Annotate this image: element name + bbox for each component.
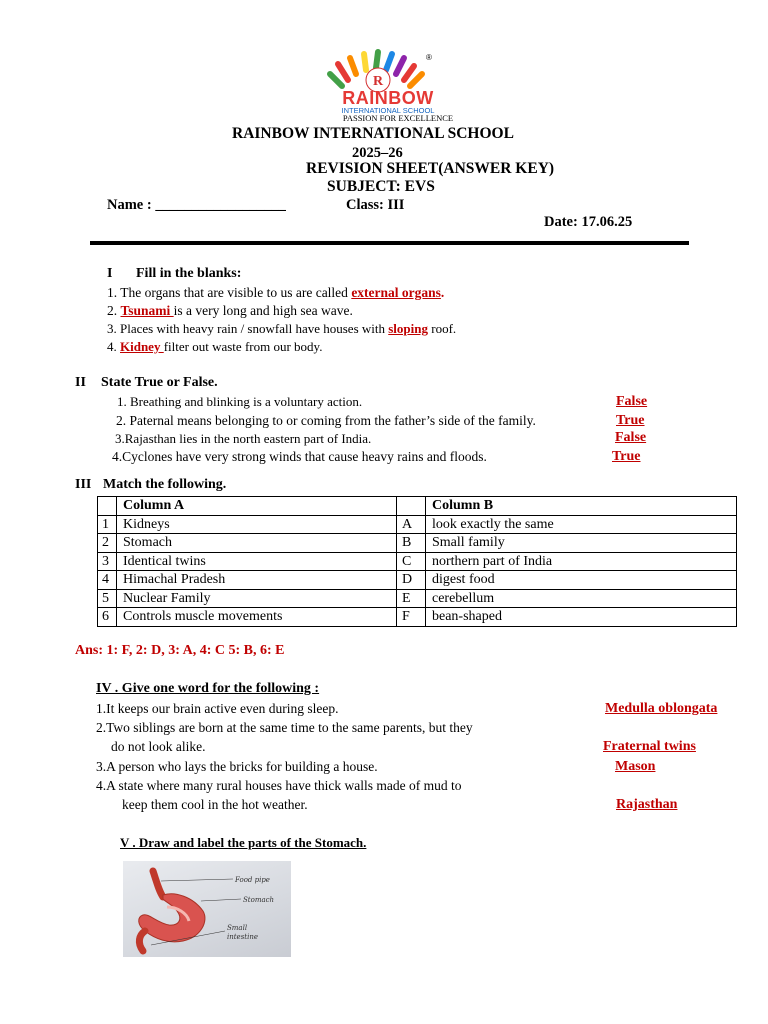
svg-text:R: R: [372, 74, 384, 89]
tf-q1-answer: False: [616, 394, 648, 409]
oneword-a1: Medulla oblongata: [605, 701, 718, 716]
fill-q2-number: 2.: [107, 303, 121, 318]
table-header-blank: [98, 497, 117, 516]
tf-q2: 2. Paternal means belonging to or coming from the father’s side of the family.: [116, 413, 536, 428]
table-header-blank: [397, 497, 426, 516]
svg-text:Food pipe: Food pipe: [235, 876, 270, 884]
oneword-q2-line1: 2.Two siblings are born at the same time to the same parents, but they: [96, 720, 473, 735]
column-a-cell: Stomach: [117, 534, 397, 553]
column-b-cell: digest food: [426, 571, 737, 590]
row-letter: F: [397, 608, 426, 627]
fill-q4-text: filter out waste from our body.: [163, 339, 323, 354]
svg-text:RAINBOW: RAINBOW: [342, 88, 434, 108]
oneword-a3: Mason: [615, 759, 656, 774]
school-logo: [318, 44, 458, 124]
stomach-diagram: [123, 861, 291, 957]
row-letter: A: [397, 515, 426, 534]
row-number: 2: [98, 534, 117, 553]
row-letter: B: [397, 534, 426, 553]
svg-text:Stomach: Stomach: [243, 896, 275, 904]
fill-q1-text: 1. The organs that are visible to us are called: [107, 285, 352, 300]
column-a-cell: Himachal Pradesh: [117, 571, 397, 590]
column-b-cell: look exactly the same: [426, 515, 737, 534]
subject: SUBJECT: EVS: [327, 178, 435, 195]
oneword-a4: Rajasthan: [616, 797, 678, 812]
fill-q3-rest: roof.: [428, 321, 457, 336]
svg-text:Small: Small: [227, 924, 248, 932]
column-a-cell: Nuclear Family: [117, 589, 397, 608]
oneword-q4-line2: keep them cool in the hot weather.: [122, 797, 308, 812]
row-letter: D: [397, 571, 426, 590]
column-b-cell: cerebellum: [426, 589, 737, 608]
section4-title: IV . Give one word for the following :: [96, 681, 320, 696]
rainbow-logo-icon: [318, 44, 458, 124]
svg-text:intestine: intestine: [227, 933, 258, 941]
table-row: [98, 571, 737, 590]
tf-q4-answer: True: [612, 449, 641, 464]
section2-number: II: [75, 375, 86, 390]
oneword-q2-line2: do not look alike.: [111, 739, 206, 754]
svg-text:®: ®: [426, 53, 432, 62]
class-label: Class: III: [346, 197, 405, 213]
academic-year: 2025–26: [352, 145, 403, 161]
row-number: 3: [98, 552, 117, 571]
fill-q4-number: 4.: [107, 339, 120, 354]
name-field: Name : __________________: [107, 197, 286, 213]
row-number: 1: [98, 515, 117, 534]
fill-q3-answer: sloping: [388, 321, 428, 336]
fill-q2: [107, 303, 353, 319]
section1-title: Fill in the blanks:: [136, 266, 242, 281]
table-row: [98, 608, 737, 627]
oneword-q4-line1: 4.A state where many rural houses have thick walls made of mud to: [96, 778, 462, 793]
fill-q1-period: .: [440, 285, 445, 300]
row-letter: C: [397, 552, 426, 571]
fill-q1: [107, 285, 444, 301]
column-a-header: Column A: [117, 497, 397, 516]
match-table: [97, 496, 737, 627]
oneword-q1: 1.It keeps our brain active even during sleep.: [96, 701, 339, 716]
fill-q4: [107, 339, 322, 355]
oneword-q3: 3.A person who lays the bricks for building a house.: [96, 759, 378, 774]
tf-q1: 1. Breathing and blinking is a voluntary action.: [117, 394, 363, 409]
section3-number: III: [75, 477, 92, 492]
section2-title: State True or False.: [101, 375, 218, 390]
svg-text:INTERNATIONAL SCHOOL: INTERNATIONAL SCHOOL: [341, 106, 435, 115]
fill-q2-answer: Tsunami: [120, 303, 174, 318]
section5-title: V . Draw and label the parts of the Stomach.: [120, 835, 367, 850]
row-number: 4: [98, 571, 117, 590]
fill-q3: [107, 321, 456, 337]
row-number: 6: [98, 608, 117, 627]
column-a-cell: Controls muscle movements: [117, 608, 397, 627]
column-b-cell: Small family: [426, 534, 737, 553]
column-b-cell: northern part of India: [426, 552, 737, 571]
sheet-title: REVISION SHEET(ANSWER KEY): [306, 160, 555, 177]
table-header-row: [98, 497, 737, 516]
column-b-header: Column B: [426, 497, 737, 516]
column-a-cell: Kidneys: [117, 515, 397, 534]
section3-title: Match the following.: [103, 477, 227, 492]
svg-text:PASSION FOR EXCELLENCE: PASSION FOR EXCELLENCE: [342, 113, 454, 123]
tf-q3-answer: False: [615, 430, 647, 445]
table-row: [98, 589, 737, 608]
tf-q3: 3.Rajasthan lies in the north eastern part of India.: [115, 431, 372, 446]
table-row: [98, 515, 737, 534]
tf-q2-answer: True: [616, 413, 645, 428]
table-row: [98, 534, 737, 553]
school-name: RAINBOW INTERNATIONAL SCHOOL: [232, 125, 514, 142]
match-answer: Ans: 1: F, 2: D, 3: A, 4: C 5: B, 6: E: [75, 643, 285, 658]
fill-q1-answer: external organs: [351, 285, 441, 300]
fill-q4-answer: Kidney: [120, 339, 164, 354]
tf-q4: 4.Cyclones have very strong winds that cause heavy rains and floods.: [112, 449, 487, 464]
fill-q3-text: 3. Places with heavy rain / snowfall have houses with: [107, 321, 389, 336]
table-row: [98, 552, 737, 571]
row-letter: E: [397, 589, 426, 608]
section1-number: I: [107, 266, 113, 281]
stomach-icon: [123, 861, 291, 957]
column-b-cell: bean-shaped: [426, 608, 737, 627]
oneword-a2: Fraternal twins: [603, 739, 696, 754]
row-number: 5: [98, 589, 117, 608]
column-a-cell: Identical twins: [117, 552, 397, 571]
fill-q2-text: is a very long and high sea wave.: [173, 303, 353, 318]
date-label: Date: 17.06.25: [544, 214, 633, 230]
header-divider: [90, 241, 689, 245]
